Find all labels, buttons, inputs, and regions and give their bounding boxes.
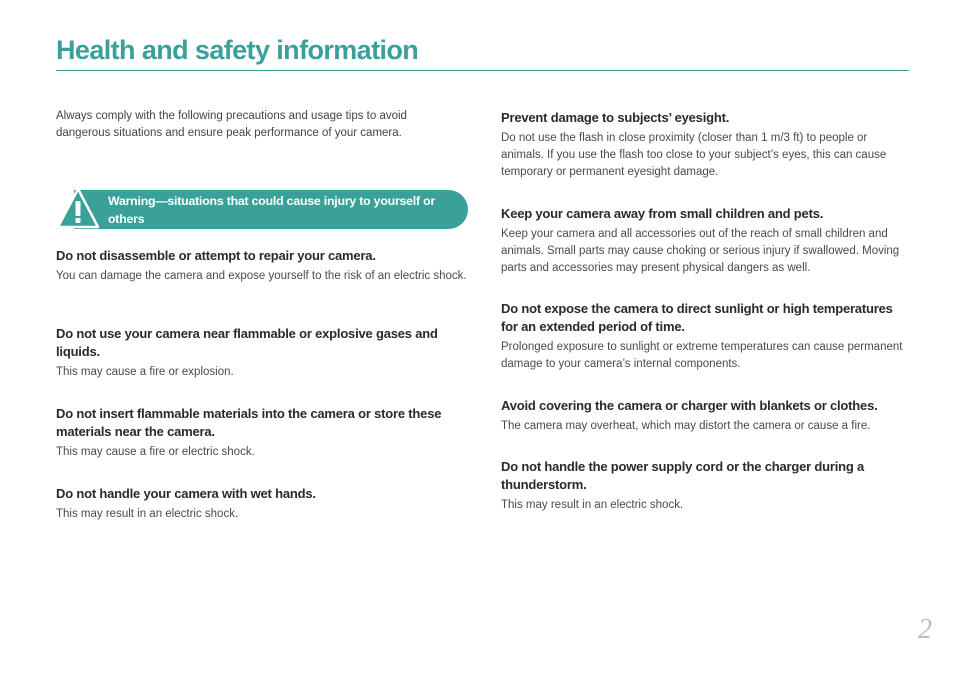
safety-item — [56, 485, 468, 523]
item-body: This may cause a fire or explosion. — [56, 366, 234, 378]
item-heading: Prevent damage to subjects’ eyesight. — [501, 110, 730, 125]
safety-item — [501, 458, 911, 514]
safety-item — [501, 109, 911, 181]
warning-banner — [56, 187, 468, 229]
safety-item — [501, 397, 911, 435]
safety-item — [501, 300, 911, 373]
safety-item — [56, 247, 468, 285]
intro-text: Always comply with the following precautions and usage tips to avoid dangerous situations and ensure peak performance of your camera. — [56, 110, 407, 139]
safety-item — [501, 205, 911, 277]
item-body: This may result in an electric shock. — [501, 499, 684, 511]
safety-item — [56, 405, 468, 461]
page-number: 2 — [918, 614, 932, 645]
item-heading: Do not handle your camera with wet hands. — [56, 486, 316, 501]
item-body: The camera may overheat, which may distort the camera or cause a fire. — [501, 420, 871, 432]
warning-label: Warning—situations that could cause injury to yourself or others — [108, 194, 436, 226]
item-heading: Do not disassemble or attempt to repair your camera. — [56, 248, 376, 263]
item-heading: Avoid covering the camera or charger with blankets or clothes. — [501, 398, 878, 413]
item-body: Prolonged exposure to sunlight or extreme temperatures can cause permanent damage to your camera’s internal components. — [501, 341, 903, 370]
item-body: This may result in an electric shock. — [56, 508, 239, 520]
item-body: This may cause a fire or electric shock. — [56, 446, 255, 458]
item-body: Keep your camera and all accessories out of the reach of small children and animals. Small parts may cause choking or serious injury if swallowed. Moving parts and accessories may present physical dangers as well. — [501, 228, 900, 274]
item-body: You can damage the camera and expose yourself to the risk of an electric shock. — [56, 270, 467, 282]
safety-item — [56, 325, 468, 381]
item-heading: Do not use your camera near flammable or explosive gases and liquids. — [56, 326, 438, 359]
item-heading: Keep your camera away from small children and pets. — [501, 206, 824, 221]
title-divider — [56, 70, 909, 71]
warning-triangle-icon — [56, 187, 100, 229]
item-body: Do not use the flash in close proximity (closer than 1 m/3 ft) to people or animals. If you use the flash too close to your subject’s eyes, this can cause temporary or permanent eyesight damage. — [501, 132, 887, 178]
item-heading: Do not expose the camera to direct sunlight or high temperatures for an extended period of time. — [501, 301, 893, 334]
item-heading: Do not insert flammable materials into the camera or store these materials near the camera. — [56, 406, 442, 439]
page-title: Health and safety information — [56, 35, 419, 65]
item-heading: Do not handle the power supply cord or the charger during a thunderstorm. — [501, 459, 865, 492]
